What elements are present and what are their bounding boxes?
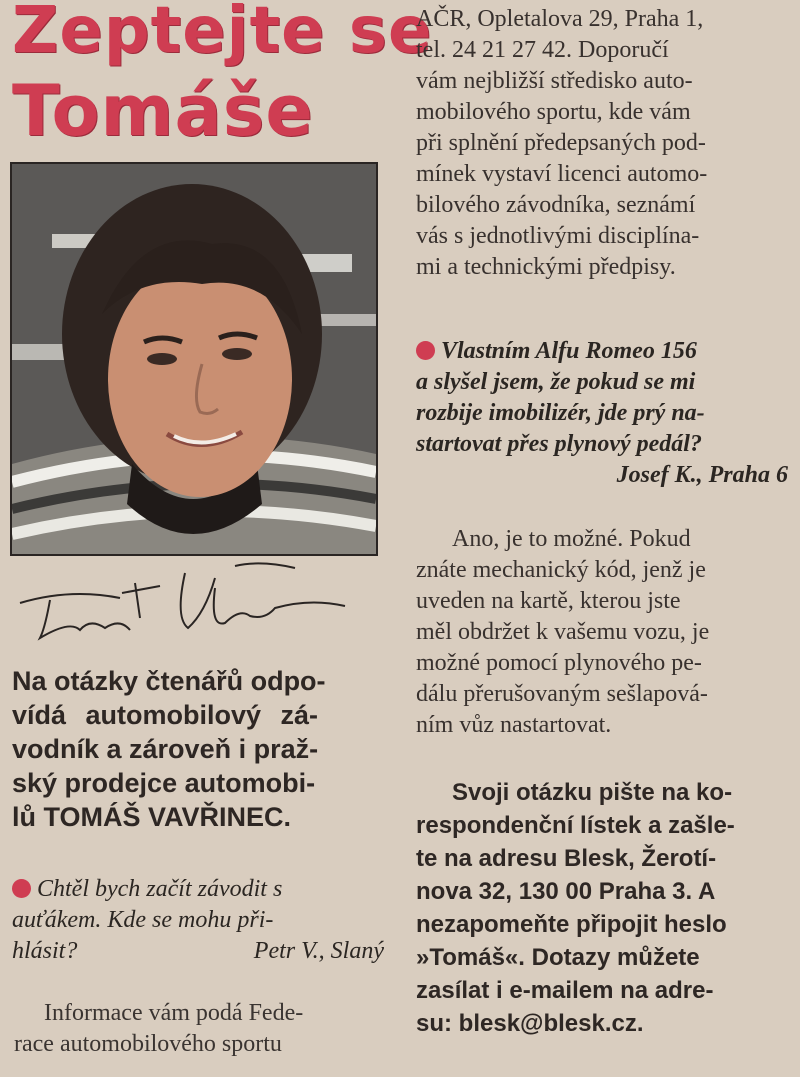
answer-line: dálu přerušovaným sešlapová- <box>416 681 708 707</box>
headline-line-2: Tomáše <box>12 70 314 152</box>
answer-line: vás s jednotlivými disciplína- <box>416 223 700 249</box>
question-line: Vlastním Alfu Romeo 156 <box>416 336 788 367</box>
answer-1-continued <box>416 4 788 283</box>
submission-instructions <box>416 776 788 1040</box>
answer-line: při splnění předepsaných pod- <box>416 130 706 156</box>
answer-line: Informace vám podá Fede- <box>44 1000 304 1026</box>
answer-line: měl obdržet k vašemu vozu, je <box>416 619 710 645</box>
lead-paragraph <box>12 664 384 834</box>
answer-line: bilového závodníka, seznámí <box>416 192 696 218</box>
answer-line: možné pomocí plynového pe- <box>416 650 702 676</box>
lead-line: Na otázky čtenářů odpo- <box>12 666 326 696</box>
footer-line: su: blesk@blesk.cz. <box>416 1010 644 1037</box>
headline-line-1: Zeptejte se <box>12 0 433 68</box>
answer-line: vám nejbližší středisko auto- <box>416 68 693 94</box>
question-line: Chtěl bych začít závodit s <box>12 874 384 905</box>
lead-line: vodník a zároveň i praž- <box>12 734 319 764</box>
answer-line: mi a technickými předpisy. <box>416 254 676 280</box>
question-line: hlásit? Petr V., Slaný <box>12 936 384 967</box>
question-sender: Josef K., Praha 6 <box>616 462 788 488</box>
answer-2 <box>416 524 788 741</box>
footer-line: nezapomeňte připojit heslo <box>416 911 727 938</box>
footer-line: Svoji otázku pište na ko- <box>452 779 733 806</box>
footer-line: nova 32, 130 00 Praha 3. A <box>416 878 716 905</box>
answer-line: Ano, je to možné. Pokud <box>452 526 691 552</box>
lead-line: vídá automobilový zá- <box>12 700 319 730</box>
question-sender: Petr V., Slaný <box>253 938 384 964</box>
answer-line: ním vůz nastartovat. <box>416 712 612 738</box>
answer-line: uveden na kartě, kterou jste <box>416 588 681 614</box>
question-line: rozbije imobilizér, jde prý na- <box>416 400 705 426</box>
answer-line: race automobilového sportu <box>14 1031 282 1057</box>
footer-line: zasílat i e-mailem na adre- <box>416 977 714 1004</box>
portrait-photo <box>10 162 378 556</box>
answer-line: AČR, Opletalova 29, Praha 1, <box>416 6 704 32</box>
question-line: a slyšel jsem, že pokud se mi <box>416 369 696 395</box>
question-line: startovat přes plynový pedál? <box>416 431 702 457</box>
question-line: auťákem. Kde se mohu při- <box>12 907 274 933</box>
answer-line: mobilového sportu, kde vám <box>416 99 691 125</box>
answer-line: mínek vystaví licenci automo- <box>416 161 708 187</box>
answer-line: znáte mechanický kód, jenž je <box>416 557 706 583</box>
lead-line: lů TOMÁŠ VAVŘINEC. <box>12 802 292 832</box>
footer-line: »Tomáš«. Dotazy můžete <box>416 944 700 971</box>
question-2 <box>416 336 788 491</box>
handwritten-signature <box>10 558 380 658</box>
bullet-icon <box>12 879 31 898</box>
footer-line: te na adresu Blesk, Žerotí- <box>416 845 717 872</box>
answer-line: tel. 24 21 27 42. Doporučí <box>416 37 669 63</box>
question-1 <box>12 874 384 967</box>
bullet-icon <box>416 341 435 360</box>
footer-line: respondenční lístek a zašle- <box>416 812 735 839</box>
lead-line: ský prodejce automobi- <box>12 768 316 798</box>
portrait-illustration <box>12 164 376 554</box>
answer-1-start <box>14 998 384 1060</box>
